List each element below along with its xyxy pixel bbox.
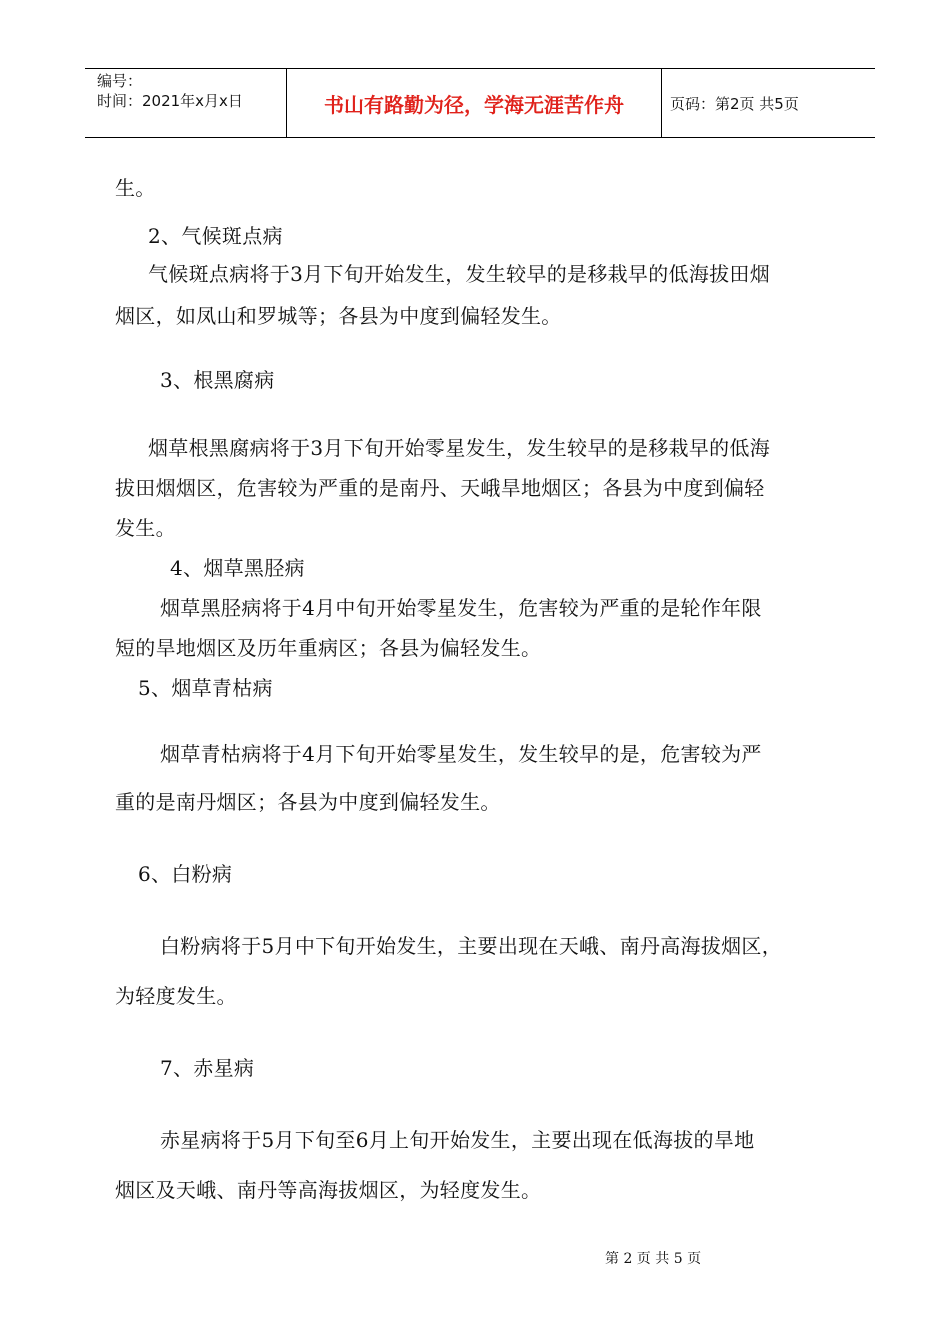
- body-line: 为轻度发生。: [115, 984, 237, 1008]
- body-line: 烟区及天峨、南丹等高海拔烟区，为轻度发生。: [115, 1178, 542, 1202]
- body-line: 烟区，如凤山和罗城等；各县为中度到偏轻发生。: [115, 304, 562, 328]
- body-line: 烟草根黑腐病将于3月下旬开始零星发生，发生较早的是移栽早的低海: [148, 436, 771, 460]
- page-footer: 第 2 页 共 5 页: [605, 1251, 702, 1267]
- body-line: 赤星病将于5月下旬至6月上旬开始发生，主要出现在低海拔的旱地: [160, 1128, 755, 1152]
- body-line: 生。: [115, 176, 156, 200]
- section-heading: 3、根黑腐病: [160, 368, 275, 392]
- section-heading: 5、烟草青枯病: [138, 676, 273, 700]
- section-heading: 6、白粉病: [138, 862, 233, 886]
- section-heading: 4、烟草黑胫病: [170, 556, 305, 580]
- body-line: 拔田烟烟区，危害较为严重的是南丹、天峨旱地烟区；各县为中度到偏轻: [115, 476, 765, 500]
- body-line: 重的是南丹烟区；各县为中度到偏轻发生。: [115, 790, 501, 814]
- header-left-cell: [85, 69, 287, 137]
- header-motto: 书山有路勤为径，学海无涯苦作舟: [287, 69, 662, 137]
- body-line: 烟草黑胫病将于4月中旬开始零星发生，危害较为严重的是轮作年限: [160, 596, 762, 620]
- body-line: 气候斑点病将于3月下旬开始发生，发生较早的是移栽早的低海拔田烟: [148, 262, 771, 286]
- document-number-label: 编号：: [97, 72, 143, 90]
- document-date-label: 时间：2021年x月x日: [97, 92, 243, 110]
- section-heading: 7、赤星病: [160, 1056, 255, 1080]
- body-line: 发生。: [115, 516, 176, 540]
- header-table: [85, 68, 875, 138]
- body-line: 短的旱地烟区及历年重病区；各县为偏轻发生。: [115, 636, 542, 660]
- section-heading: 2、气候斑点病: [148, 224, 283, 248]
- header-page-label: 页码：第2页 共5页: [670, 94, 799, 113]
- body-line: 白粉病将于5月中下旬开始发生，主要出现在天峨、南丹高海拔烟区，: [160, 934, 783, 958]
- body-line: 烟草青枯病将于4月下旬开始零星发生，发生较早的是，危害较为严: [160, 742, 762, 766]
